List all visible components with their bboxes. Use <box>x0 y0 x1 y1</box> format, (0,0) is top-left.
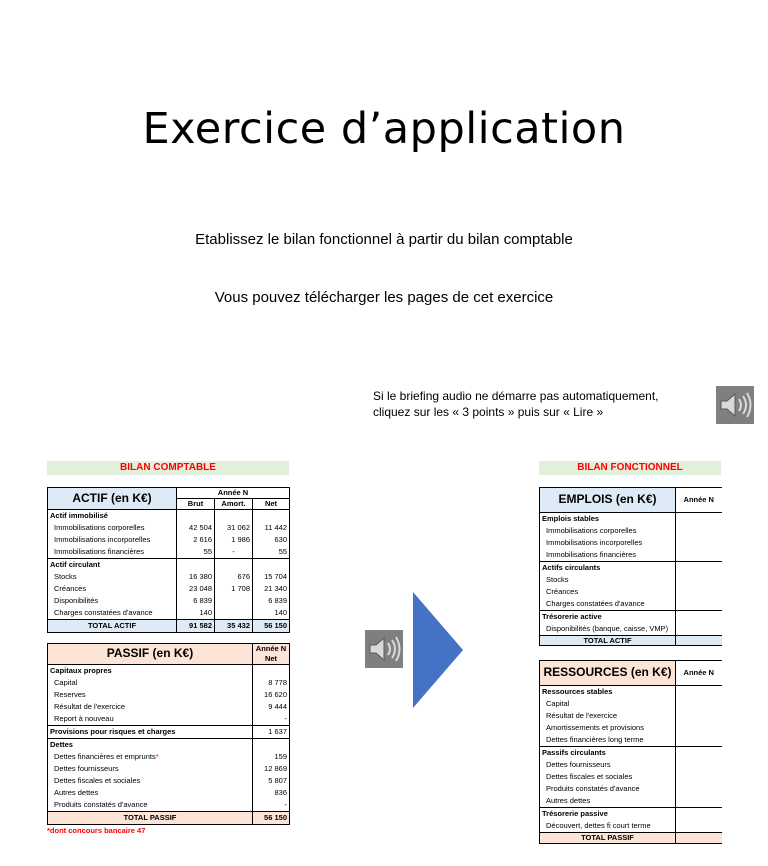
table-row <box>48 534 290 546</box>
annee-header: Année N <box>253 644 290 655</box>
cell-amort <box>215 595 253 607</box>
section-tresorerie-active: Trésorerie active <box>540 611 676 624</box>
slide-title: Exercice d’application <box>142 104 626 154</box>
row-label: Immobilisations corporelles <box>540 525 676 537</box>
table-row <box>48 775 290 787</box>
cell-net: 12 869 <box>253 763 290 775</box>
table-row <box>48 799 290 812</box>
cell-amort <box>215 607 253 620</box>
passif-table <box>47 643 290 825</box>
section-passifs-circulants: Passifs circulants <box>540 747 676 760</box>
row-label: Dettes financières long terme <box>540 734 676 747</box>
cell-net: 15 704 <box>253 571 290 583</box>
annee-header: Année N <box>676 488 722 513</box>
table-row <box>540 525 722 537</box>
row-label: Charges constatées d'avance <box>540 598 676 611</box>
footnote: *dont concours bancaire 47 <box>47 826 146 835</box>
cell-brut: 140 <box>177 607 215 620</box>
bilan-comptable <box>47 461 289 835</box>
audio-note-line-1: Si le briefing audio ne démarre pas automatiquement, <box>373 389 659 403</box>
speaker-icon <box>716 386 754 424</box>
row-label: Dettes fournisseurs <box>48 763 253 775</box>
row-label: Immobilisations financières <box>48 546 177 559</box>
total-actif-label: TOTAL ACTIF <box>540 636 676 646</box>
table-row <box>540 783 722 795</box>
table-row <box>48 546 290 559</box>
cell-net: 159 <box>253 751 290 763</box>
row-label: Résultat de l'exercice <box>540 710 676 722</box>
row-label: Immobilisations corporelles <box>48 522 177 534</box>
annee-header: Année N <box>177 488 290 499</box>
table-row <box>540 537 722 549</box>
row-label: Amortissements et provisions <box>540 722 676 734</box>
col-amort: Amort. <box>215 499 253 510</box>
row-label: Résultat de l'exercice <box>48 701 253 713</box>
row-label: Charges constatées d'avance <box>48 607 177 620</box>
cell-amort: - <box>215 546 253 559</box>
total-passif-label: TOTAL PASSIF <box>48 812 253 825</box>
section-actif-immobilise: Actif immobilisé <box>48 510 177 523</box>
audio-speaker-button[interactable] <box>716 386 754 424</box>
row-label: Disponibilités <box>48 595 177 607</box>
section-tresorerie-passive: Trésorerie passive <box>540 808 676 821</box>
bilan-fonctionnel <box>539 461 721 844</box>
total-actif-net: 56 150 <box>253 620 290 633</box>
cell-net: 630 <box>253 534 290 546</box>
col-net: Net <box>253 654 290 665</box>
row-label: Découvert, dettes fi court terme <box>540 820 676 833</box>
section-actif-circulant: Actif circulant <box>48 559 177 572</box>
audio-note <box>373 388 659 420</box>
bilan-fonctionnel-banner: BILAN FONCTIONNEL <box>539 461 721 475</box>
table-row <box>48 522 290 534</box>
cell-net: 9 444 <box>253 701 290 713</box>
total-actif-amort: 35 432 <box>215 620 253 633</box>
cell-amort: 676 <box>215 571 253 583</box>
cell-net: 8 778 <box>253 677 290 689</box>
total-passif-row <box>540 833 722 844</box>
cell-net: 11 442 <box>253 522 290 534</box>
table-row <box>48 689 290 701</box>
cell-net: 836 <box>253 787 290 799</box>
section-provisions: Provisions pour risques et charges <box>48 726 253 739</box>
row-label: Créances <box>540 586 676 598</box>
table-row <box>540 710 722 722</box>
passif-title: PASSIF (en K€) <box>48 644 253 665</box>
section-ressources-stables: Ressources stables <box>540 686 676 699</box>
cell-brut: 23 048 <box>177 583 215 595</box>
total-actif-row <box>48 620 290 633</box>
audio-note-line-2: cliquez sur les « 3 points » puis sur « Lire » <box>373 405 604 419</box>
total-passif-label: TOTAL PASSIF <box>540 833 676 844</box>
table-row <box>540 722 722 734</box>
download-text: Vous pouvez télécharger les pages de cet exercice <box>214 289 554 306</box>
table-row <box>540 549 722 562</box>
cell-net: 6 839 <box>253 595 290 607</box>
col-brut: Brut <box>177 499 215 510</box>
cell-net: 1 637 <box>253 726 290 739</box>
cell-brut: 42 504 <box>177 522 215 534</box>
cell-net: - <box>253 799 290 812</box>
section-actifs-circulants: Actifs circulants <box>540 562 676 575</box>
ressources-table <box>539 660 722 844</box>
row-label: Dettes fournisseurs <box>540 759 676 771</box>
cell-net: 55 <box>253 546 290 559</box>
table-row <box>540 759 722 771</box>
footnote-marker: * <box>155 752 159 762</box>
row-label: Autres dettes <box>48 787 253 799</box>
cell-brut: 2 616 <box>177 534 215 546</box>
table-row <box>48 595 290 607</box>
total-passif-net: 56 150 <box>253 812 290 825</box>
table-row <box>48 787 290 799</box>
row-label: Reserves <box>48 689 253 701</box>
table-row <box>48 583 290 595</box>
total-passif-row <box>48 812 290 825</box>
cell-amort: 1 986 <box>215 534 253 546</box>
emplois-table <box>539 487 722 646</box>
cell-amort: 31 062 <box>215 522 253 534</box>
row-label: Produits constatés d'avance <box>48 799 253 812</box>
row-label: Autres dettes <box>540 795 676 808</box>
table-row <box>48 677 290 689</box>
cell-amort: 1 708 <box>215 583 253 595</box>
cell-brut: 6 839 <box>177 595 215 607</box>
cell-net: 5 807 <box>253 775 290 787</box>
actif-table <box>47 487 290 633</box>
row-label: Immobilisations financières <box>540 549 676 562</box>
table-row <box>48 607 290 620</box>
row-label: Produits constatés d'avance <box>540 783 676 795</box>
emplois-title: EMPLOIS (en K€) <box>540 488 676 513</box>
ressources-title: RESSOURCES (en K€) <box>540 661 676 686</box>
table-row <box>540 623 722 636</box>
row-label: Dettes fiscales et sociales <box>540 771 676 783</box>
section-capitaux-propres: Capitaux propres <box>48 665 253 678</box>
table-row <box>540 795 722 808</box>
section-dettes: Dettes <box>48 739 253 752</box>
total-actif-brut: 91 582 <box>177 620 215 633</box>
row-label: Capital <box>540 698 676 710</box>
row-label-text: Dettes financières et emprunts <box>54 752 156 762</box>
right-arrow <box>413 592 463 708</box>
table-row <box>48 713 290 726</box>
row-label: Stocks <box>540 574 676 586</box>
annee-header: Année N <box>676 661 722 686</box>
cell-brut: 55 <box>177 546 215 559</box>
table-row <box>540 698 722 710</box>
table-row <box>540 771 722 783</box>
col-net: Net <box>253 499 290 510</box>
row-label: Immobilisations incorporelles <box>48 534 177 546</box>
row-label: Stocks <box>48 571 177 583</box>
table-row <box>48 571 290 583</box>
instruction-text: Etablissez le bilan fonctionnel à partir du bilan comptable <box>195 231 573 248</box>
row-label: Report à nouveau <box>48 713 253 726</box>
table-row <box>48 726 290 739</box>
row-label: Disponibilités (banque, caisse, VMP) <box>540 623 676 636</box>
table-row <box>48 763 290 775</box>
table-row <box>540 574 722 586</box>
table-row <box>540 820 722 833</box>
cell-net: 140 <box>253 607 290 620</box>
cell-net: 21 340 <box>253 583 290 595</box>
audio-speaker-button-2[interactable] <box>365 630 403 668</box>
table-row <box>48 701 290 713</box>
actif-title: ACTIF (en K€) <box>48 488 177 510</box>
total-actif-label: TOTAL ACTIF <box>48 620 177 633</box>
row-label: Créances <box>48 583 177 595</box>
section-emplois-stables: Emplois stables <box>540 513 676 526</box>
cell-brut: 16 380 <box>177 571 215 583</box>
bilan-comptable-banner: BILAN COMPTABLE <box>47 461 289 475</box>
row-label: Immobilisations incorporelles <box>540 537 676 549</box>
speaker-icon <box>365 630 403 668</box>
row-label <box>48 751 253 763</box>
cell-net: - <box>253 713 290 726</box>
table-row <box>540 586 722 598</box>
table-row <box>540 734 722 747</box>
row-label: Dettes fiscales et sociales <box>48 775 253 787</box>
row-label: Capital <box>48 677 253 689</box>
cell-net: 16 620 <box>253 689 290 701</box>
table-row <box>48 751 290 763</box>
table-row <box>540 598 722 611</box>
total-actif-row <box>540 636 722 646</box>
